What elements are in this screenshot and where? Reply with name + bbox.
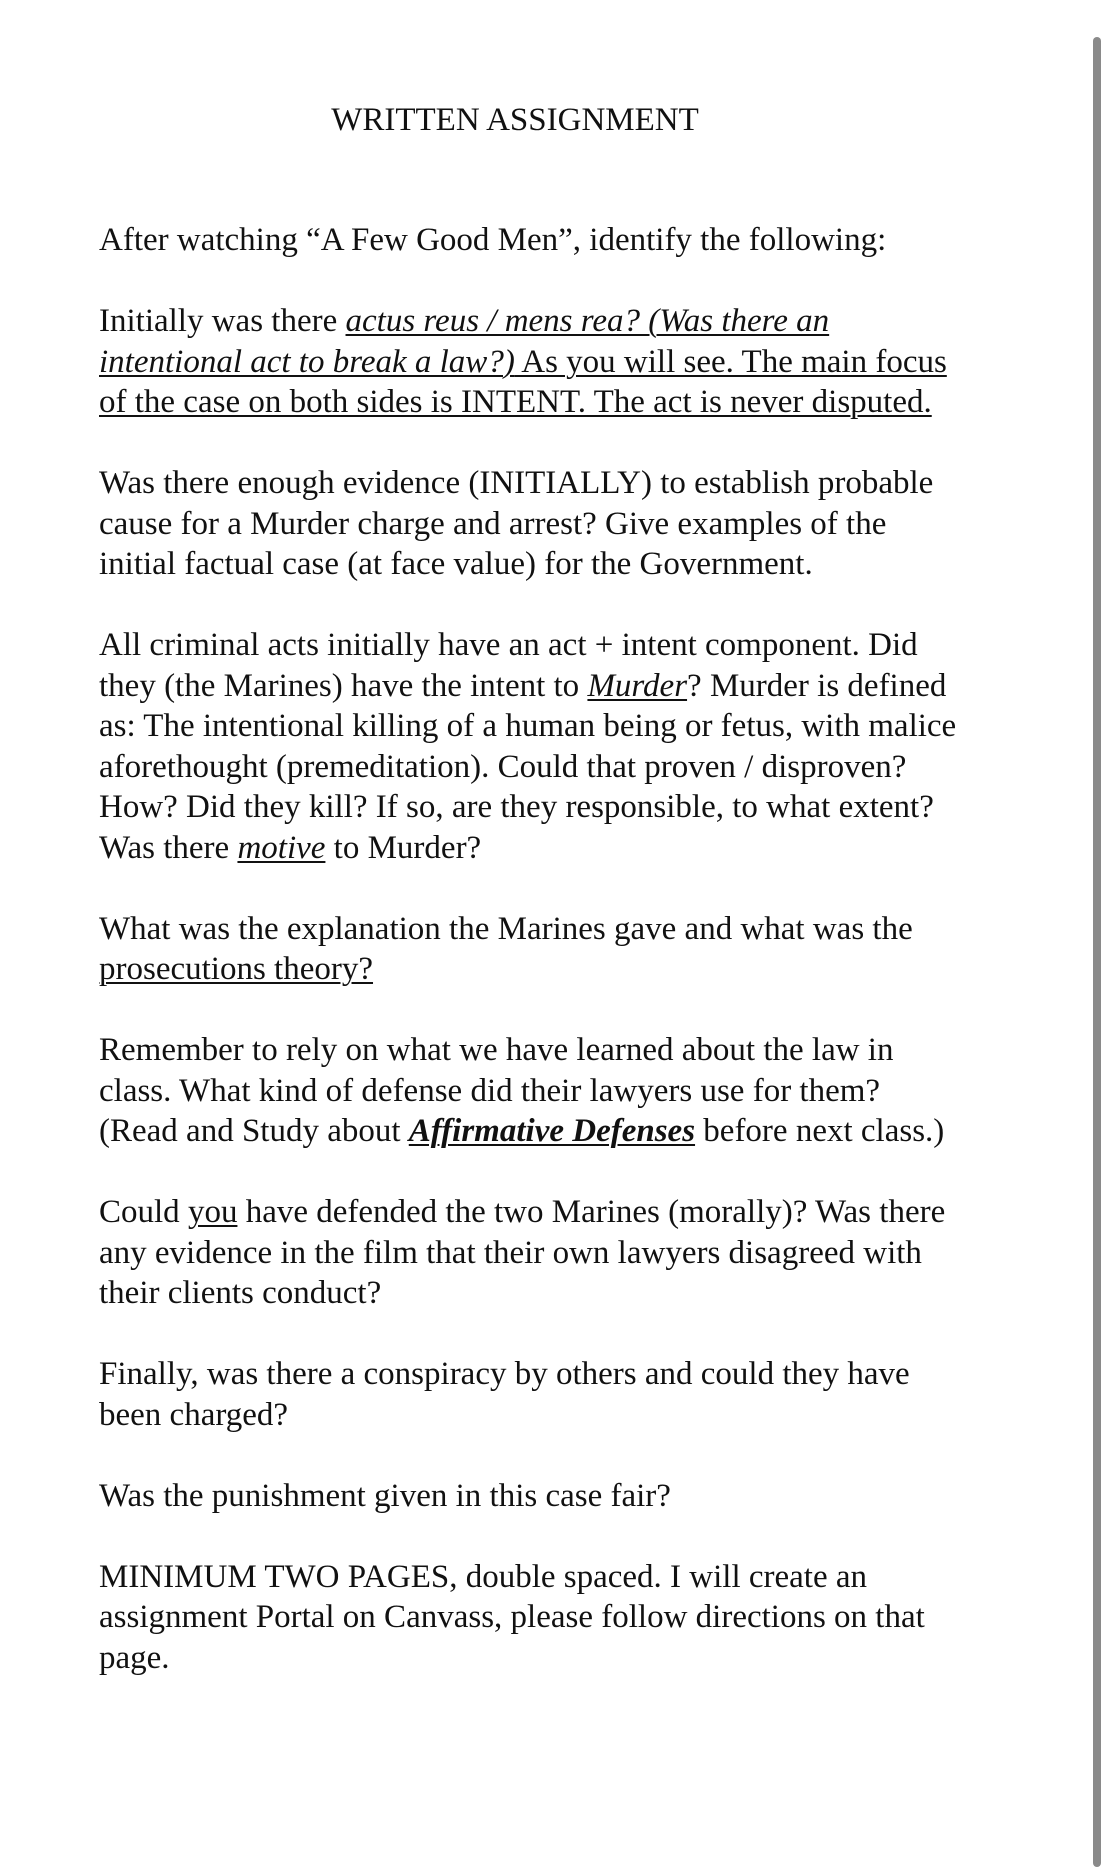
question-explanation bbox=[99, 909, 959, 990]
question-text: Could bbox=[99, 1194, 188, 1230]
intro-paragraph: After watching “A Few Good Men”, identify the following: bbox=[99, 222, 887, 258]
question-intent bbox=[99, 625, 959, 868]
closing-instructions: MINIMUM TWO PAGES, double spaced. I will create an assignment Portal on Canvass, please follow directions on that page. bbox=[99, 1558, 925, 1676]
page-title: WRITTEN ASSIGNMENT bbox=[331, 102, 699, 138]
underlined-phrase: As you will see. The main focus of the case on both sides is INTENT. The act is never disputed. bbox=[99, 343, 947, 420]
question-probable-cause: Was there enough evidence (INITIALLY) to establish probable cause for a Murder charge and arrest? Give examples of the initial factual case (at face value) for the Government. bbox=[99, 465, 934, 582]
question-text: before next class.) bbox=[695, 1113, 945, 1149]
question-text: ? Murder is defined as: The intentional killing of a human being or fetus, with malice aforethought (premeditation). Could that proven / disproven? How? Did they kill? If so, are they responsible, to what extent? Was there bbox=[99, 667, 957, 866]
vertical-scrollbar[interactable] bbox=[1083, 0, 1105, 1872]
question-text: Remember to rely on what we have learned about the law in class. What kind of defense did their lawyers use for them? (Read and Study about bbox=[99, 1032, 894, 1149]
question-punishment: Was the punishment given in this case fair? bbox=[99, 1477, 671, 1514]
question-morality bbox=[99, 1192, 959, 1314]
question-text: All criminal acts initially have an act + intent component. Did they (the Marines) have the intent to bbox=[99, 627, 918, 704]
underlined-phrase: prosecutions theory? bbox=[99, 951, 374, 987]
underlined-italic-word: Murder bbox=[587, 667, 688, 704]
document-body bbox=[99, 220, 959, 1719]
underlined-italic-word: motive bbox=[237, 829, 326, 866]
question-actus-reus bbox=[99, 301, 959, 423]
question-text: Initially was there bbox=[99, 303, 346, 339]
scrollbar-thumb[interactable] bbox=[1093, 37, 1101, 1867]
question-text: have defended the two Marines (morally)? Was there any evidence in the film that their own lawyers disagreed with their clients conduct? bbox=[99, 1194, 946, 1311]
question-text: What was the explanation the Marines gave and what was the bbox=[99, 910, 913, 947]
question-conspiracy: Finally, was there a conspiracy by others and could they have been charged? bbox=[99, 1356, 910, 1433]
question-defense bbox=[99, 1030, 959, 1152]
question-text: to Murder? bbox=[325, 829, 482, 866]
bold-italic-underlined-phrase: Affirmative Defenses bbox=[408, 1113, 696, 1149]
underlined-italic-phrase: actus reus / mens rea? (Was there an intentional act to break a law?) bbox=[99, 303, 830, 380]
underlined-word: you bbox=[187, 1194, 238, 1230]
